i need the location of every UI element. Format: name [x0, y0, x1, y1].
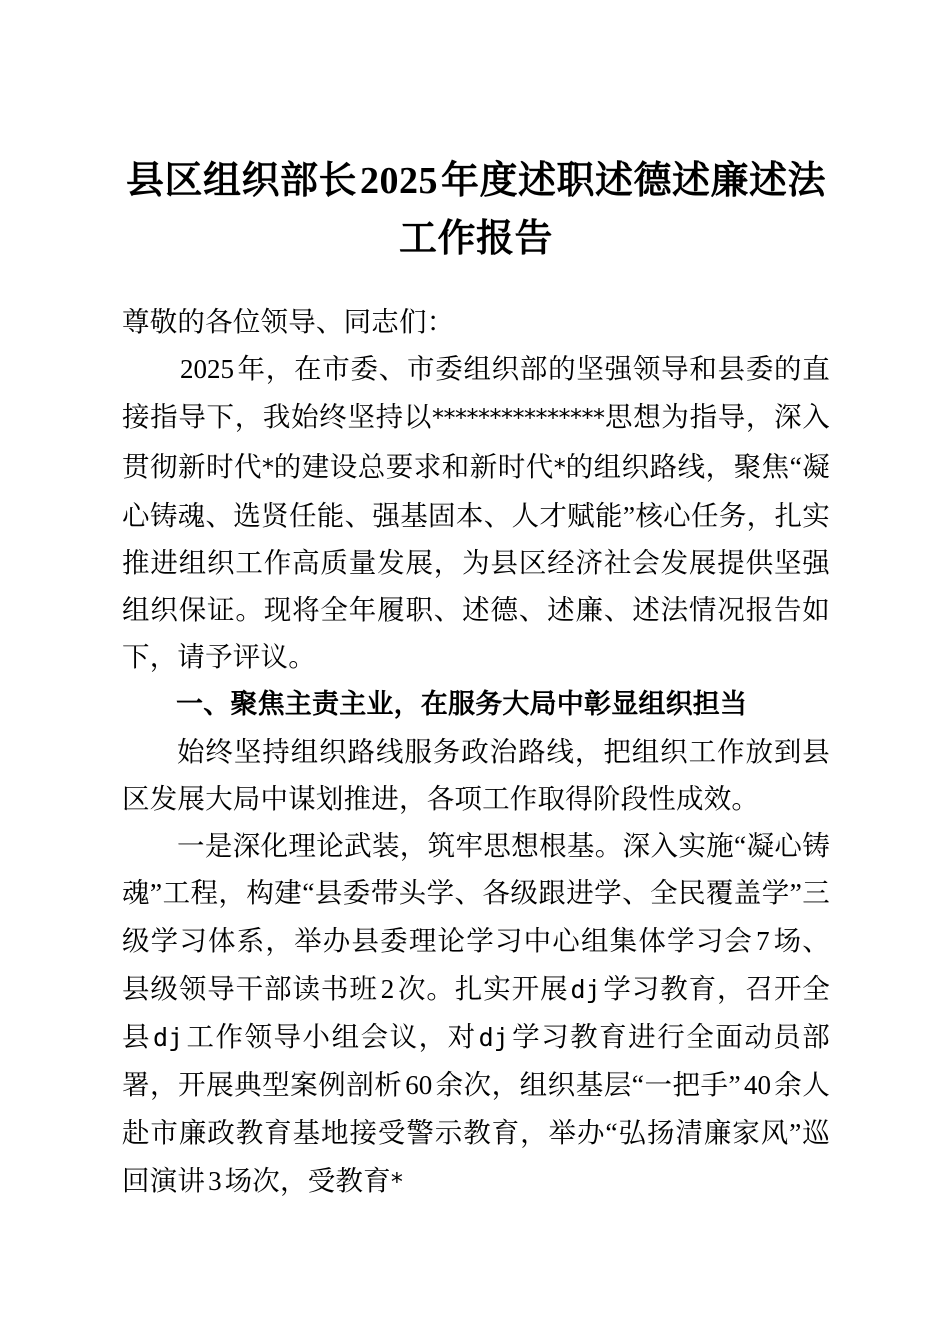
title-line-2: 工作报告	[398, 218, 553, 260]
paragraph-opening: 2025 年，在市委、市委组织部的坚强领导和县委的直接指导下，我始终坚持以***************思想为指导，深入贯彻新时代*的建设总要求和新时代*的组织路线，聚焦“凝心铸魂、选贤任能、强基固本、人才赋能”核心任务，扎实推进组织工作高质量发展，为县区经济社会发展提供坚强组织保证。现将全年履职、述德、述廉、述法情况报告如下，请予评议。	[122, 353, 830, 673]
title-line-1: 县区组织部长2025年度述职述德述廉述法	[125, 160, 827, 202]
salutation: 尊敬的各位领导、同志们：	[122, 306, 455, 337]
document-content	[122, 0, 830, 1206]
page-title	[122, 0, 830, 268]
paragraph-section-one-intro: 始终坚持组织路线服务政治路线，把组织工作放到县区发展大局中谋划推进，各项工作取得阶段性成效。	[122, 735, 830, 815]
section-heading-one: 一、聚焦主责主业，在服务大局中彰显组织担当	[176, 688, 748, 720]
paragraph-point-one: 一是深化理论武装，筑牢思想根基。深入实施“凝心铸魂”工程，构建“县委带头学、各级跟进学、全民覆盖学”三级学习体系，举办县委理论学习中心组集体学习会 7 场、县级领导干部读书班 2 次。扎实开展dj学习教育，召开全县dj工作领导小组会议，对dj学习教育进行全面动员部署，开展典型案例剖析 60 余次，组织基层“一把手” 40 余人赴市廉政教育基地接受警示教育，举办“弘扬清廉家风”巡回演讲 3 场次，受教育*	[122, 830, 831, 1196]
